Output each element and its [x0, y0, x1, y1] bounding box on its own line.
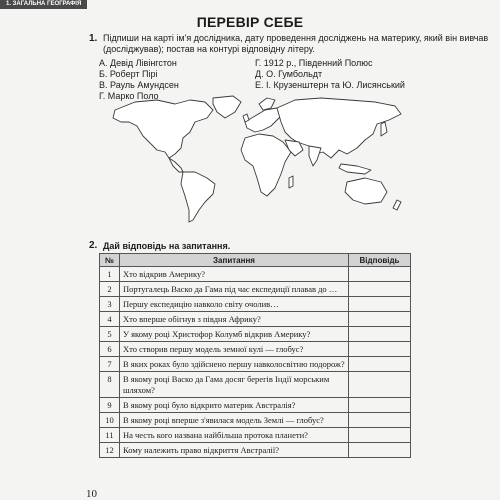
option-b: Б. Роберт Пірі: [99, 69, 158, 79]
row-number: 7: [100, 357, 120, 372]
row-number: 11: [100, 428, 120, 443]
page-number: 10: [86, 488, 97, 500]
option-d: Д. О. Гумбольдт: [255, 69, 323, 79]
row-answer[interactable]: [349, 372, 411, 398]
table-row: [100, 282, 411, 297]
africa-outline: [241, 134, 291, 196]
world-contour-map: [95, 92, 413, 227]
row-answer[interactable]: [349, 357, 411, 372]
table-row: [100, 297, 411, 312]
row-number: 9: [100, 398, 120, 413]
row-answer[interactable]: [349, 312, 411, 327]
task-2-number: 2.: [89, 240, 98, 251]
table-header-row: [100, 254, 411, 267]
table-row: [100, 443, 411, 458]
page-title: ПЕРЕВІР СЕБЕ: [196, 14, 304, 30]
table-row: [100, 312, 411, 327]
row-number: 5: [100, 327, 120, 342]
table-row: [100, 413, 411, 428]
row-question: Хто вперше обігнув з півдня Африку?: [120, 312, 349, 327]
india-outline: [309, 146, 321, 166]
task-1-number: 1.: [89, 33, 98, 44]
table-row: [100, 342, 411, 357]
north-america-outline: [113, 100, 213, 158]
scandinavia-outline: [259, 98, 275, 110]
option-a: А. Девід Лівінгстон: [99, 58, 177, 68]
row-answer[interactable]: [349, 282, 411, 297]
option-v: В. Рауль Амундсен: [99, 80, 179, 90]
row-question: Португалець Васко да Гама під час експедиції плавав до …: [120, 282, 349, 297]
new-zealand-outline: [393, 200, 401, 210]
table-row: [100, 357, 411, 372]
indonesia-outline: [339, 164, 371, 174]
japan-outline: [381, 122, 387, 136]
row-answer[interactable]: [349, 297, 411, 312]
section-label: 1. ЗАГАЛЬНА ГЕОГРАФІЯ: [0, 0, 87, 9]
row-question: В якому році було відкрито материк Австралія?: [120, 398, 349, 413]
task-1-instruction: Підпиши на карті ім'я дослідника, дату проведення досліджень на материку, який він вивчав (досліджував); постав на контурі відповідну літеру.: [103, 33, 489, 54]
south-america-outline: [181, 172, 215, 222]
row-answer[interactable]: [349, 342, 411, 357]
row-question: В якому році Васко да Гама досяг берегів Індії морським шляхом?: [120, 372, 349, 398]
row-number: 10: [100, 413, 120, 428]
row-answer[interactable]: [349, 443, 411, 458]
row-question: Першу експедицію навколо світу очолив…: [120, 297, 349, 312]
table-row: [100, 428, 411, 443]
row-answer[interactable]: [349, 267, 411, 282]
british-isles-outline: [243, 114, 249, 122]
table-row: [100, 372, 411, 398]
row-question: В якому році вперше з'явилася модель Землі — глобус?: [120, 413, 349, 428]
row-number: 12: [100, 443, 120, 458]
row-question: На честь кого названа найбільша протока планети?: [120, 428, 349, 443]
row-question: Хто створив першу модель земної кулі — глобус?: [120, 342, 349, 357]
table-row: [100, 398, 411, 413]
row-question: У якому році Христофор Колумб відкрив Америку?: [120, 327, 349, 342]
row-number: 1: [100, 267, 120, 282]
option-g2: Г. 1912 р., Південний Полюс: [255, 58, 373, 68]
central-america-outline: [169, 158, 183, 172]
header-answer: Відповідь: [349, 254, 411, 267]
row-number: 3: [100, 297, 120, 312]
world-map-svg: [95, 92, 413, 227]
header-num: №: [100, 254, 120, 267]
option-g: Г. Марко Поло: [99, 91, 159, 101]
australia-outline: [345, 178, 387, 204]
row-answer[interactable]: [349, 413, 411, 428]
row-number: 4: [100, 312, 120, 327]
row-answer[interactable]: [349, 428, 411, 443]
task-2-instruction: Дай відповідь на запитання.: [103, 241, 231, 251]
table-row: [100, 267, 411, 282]
option-e: Е. І. Крузенштерн та Ю. Лисянський: [255, 80, 405, 90]
row-question: Хто відкрив Америку?: [120, 267, 349, 282]
row-question: В яких роках було здійснено першу навколосвітню подорож?: [120, 357, 349, 372]
row-answer[interactable]: [349, 327, 411, 342]
row-question: Кому належить право відкриття Австралії?: [120, 443, 349, 458]
row-number: 6: [100, 342, 120, 357]
madagascar-outline: [289, 176, 293, 188]
header-strip: [0, 0, 500, 9]
europe-outline: [245, 108, 283, 132]
questions-table: [99, 253, 411, 458]
header-question: Запитання: [120, 254, 349, 267]
row-answer[interactable]: [349, 398, 411, 413]
row-number: 2: [100, 282, 120, 297]
greenland-outline: [213, 96, 241, 118]
row-number: 8: [100, 372, 120, 398]
table-row: [100, 327, 411, 342]
